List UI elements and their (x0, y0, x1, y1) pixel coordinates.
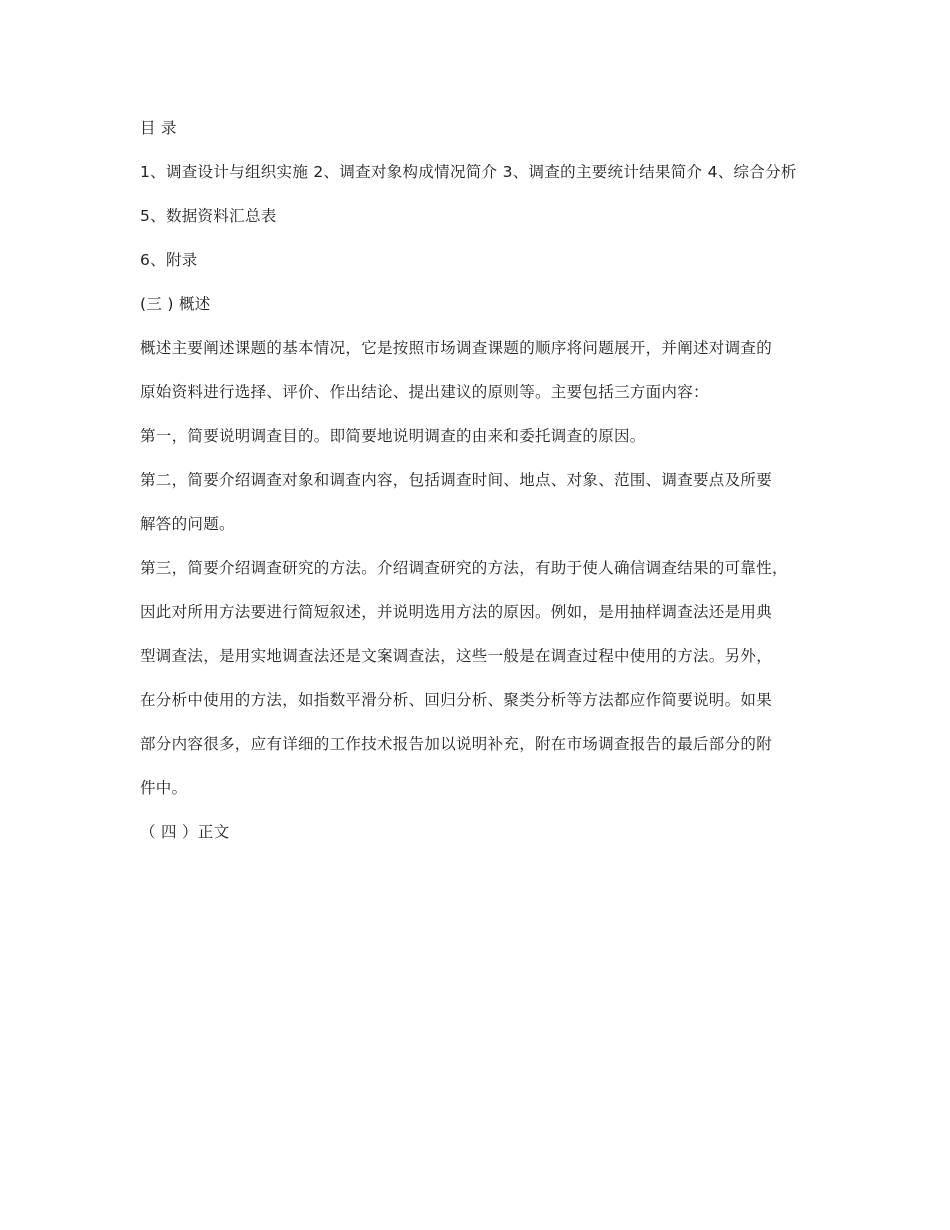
paragraph: 第二，简要介绍调查对象和调查内容，包括调查时间、地点、对象、范围、调查要点及所要 (140, 471, 773, 489)
document-body (140, 116, 810, 864)
paragraph: 型调查法，是用实地调查法还是文案调查法，这些一般是在调查过程中使用的方法。另外， (140, 647, 773, 665)
section-heading-main-text: （ 四 ）正文 (140, 823, 230, 841)
paragraph: 概述主要阐述课题的基本情况，它是按照市场调查课题的顺序将问题展开，并阐述对调查的 (140, 339, 773, 357)
paragraph: 件中。 (140, 779, 188, 797)
paragraph: 因此对所用方法要进行简短叙述，并说明选用方法的原因。例如，是用抽样调查法还是用典 (140, 603, 773, 621)
toc-item-5: 5、数据资料汇总表 (140, 207, 277, 225)
paragraph: 部分内容很多，应有详细的工作技术报告加以说明补充，附在市场调查报告的最后部分的附 (140, 735, 773, 753)
paragraph: 第一，简要说明调查目的。即简要地说明调查的由来和委托调查的原因。 (140, 427, 646, 445)
paragraph: 在分析中使用的方法，如指数平滑分析、回归分析、聚类分析等方法都应作简要说明。如果 (140, 691, 773, 709)
paragraph: 解答的问题。 (140, 515, 235, 533)
paragraph: 第三，简要介绍调查研究的方法。介绍调查研究的方法，有助于使人确信调查结果的可靠性， (140, 559, 788, 577)
toc-items-1-4: 1、调查设计与组织实施 2、调查对象构成情况简介 3、调查的主要统计结果简介 4、综合分析 (140, 163, 797, 181)
paragraph: 原始资料进行选择、评价、作出结论、提出建议的原则等。主要包括三方面内容： (140, 383, 709, 401)
section-heading-overview: (三 ) 概述 (140, 295, 211, 313)
toc-item-6: 6、附录 (140, 251, 198, 269)
toc-heading: 目 录 (140, 119, 177, 137)
